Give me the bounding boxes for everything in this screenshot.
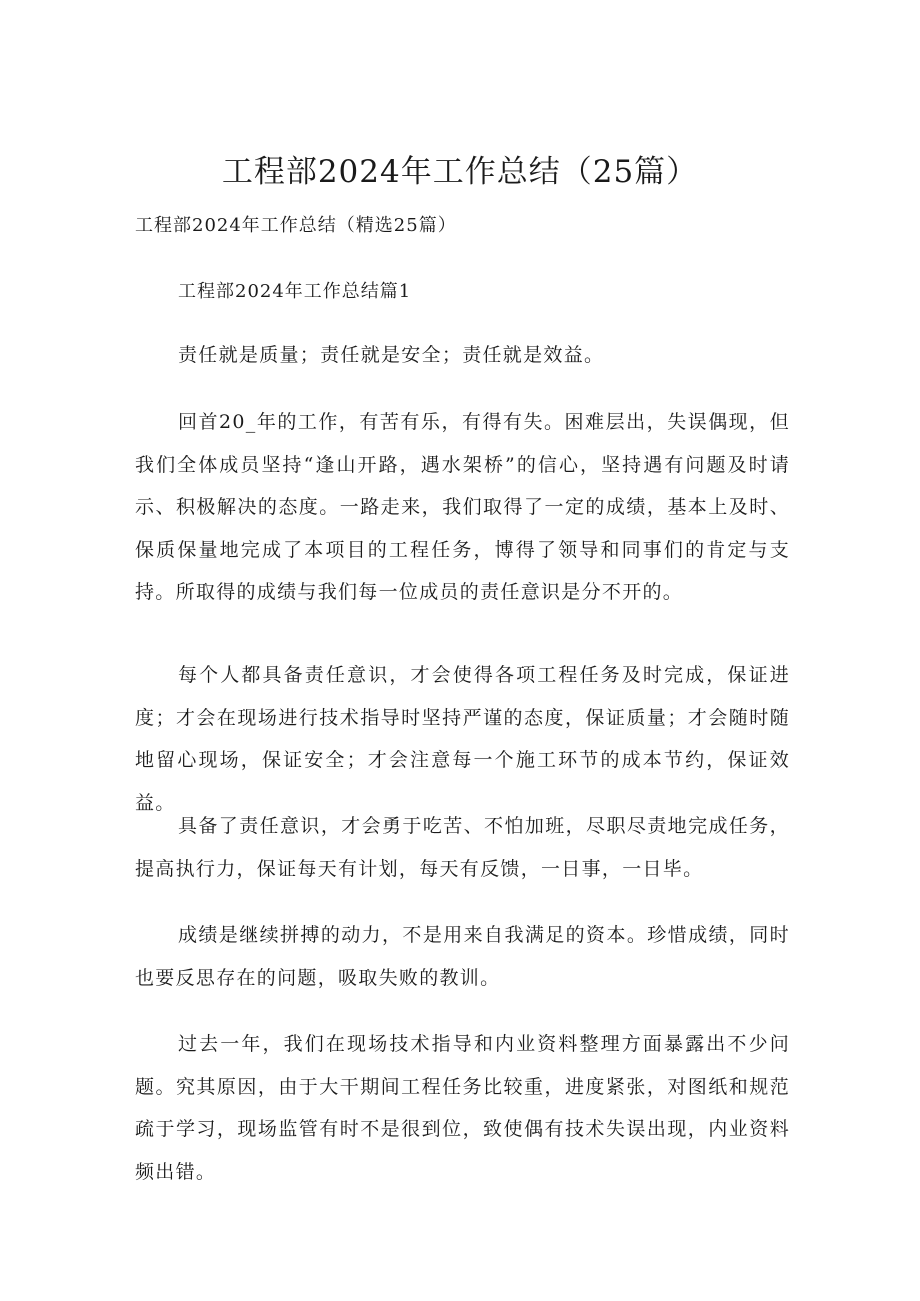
body-paragraph: 过去一年，我们在现场技术指导和内业资料整理方面暴露出不少问题。究其原因，由于大干期间工程任务比较重，进度紧张，对图纸和规范疏于学习，现场监管有时不是很到位，致使偶有技术失误出现，内业资料频出错。: [135, 1033, 790, 1183]
section-heading: 工程部2024年工作总结篇1: [178, 281, 412, 302]
body-paragraph: 每个人都具备责任意识，才会使得各项工程任务及时完成，保证进度；才会在现场进行技术指导时坚持严谨的态度，保证质量；才会随时随地留心现场，保证安全；才会注意每一个施工环节的成本节约，保证效益。: [135, 664, 790, 814]
document-title: 工程部2024年工作总结（25篇）: [221, 154, 699, 190]
body-paragraph: 具备了责任意识，才会勇于吃苦、不怕加班，尽职尽责地完成任务，提高执行力，保证每天有计划，每天有反馈，一日事，一日毕。: [135, 815, 790, 880]
body-paragraph: 责任就是质量；责任就是安全；责任就是效益。: [178, 344, 605, 366]
body-paragraph: 成绩是继续拼搏的动力，不是用来自我满足的资本。珍惜成绩，同时也要反思存在的问题，吸取失败的教训。: [135, 924, 790, 989]
document-subtitle: 工程部2024年工作总结（精选25篇）: [135, 215, 457, 236]
body-paragraph: 回首20_年的工作，有苦有乐，有得有失。困难层出，失误偶现，但我们全体成员坚持“逢山开路，遇水架桥”的信心，坚持遇有问题及时请示、积极解决的态度。一路走来，我们取得了一定的成绩，基本上及时、保质保量地完成了本项目的工程任务，博得了领导和同事们的肯定与支持。所取得的成绩与我们每一位成员的责任意识是分不开的。: [135, 411, 790, 603]
